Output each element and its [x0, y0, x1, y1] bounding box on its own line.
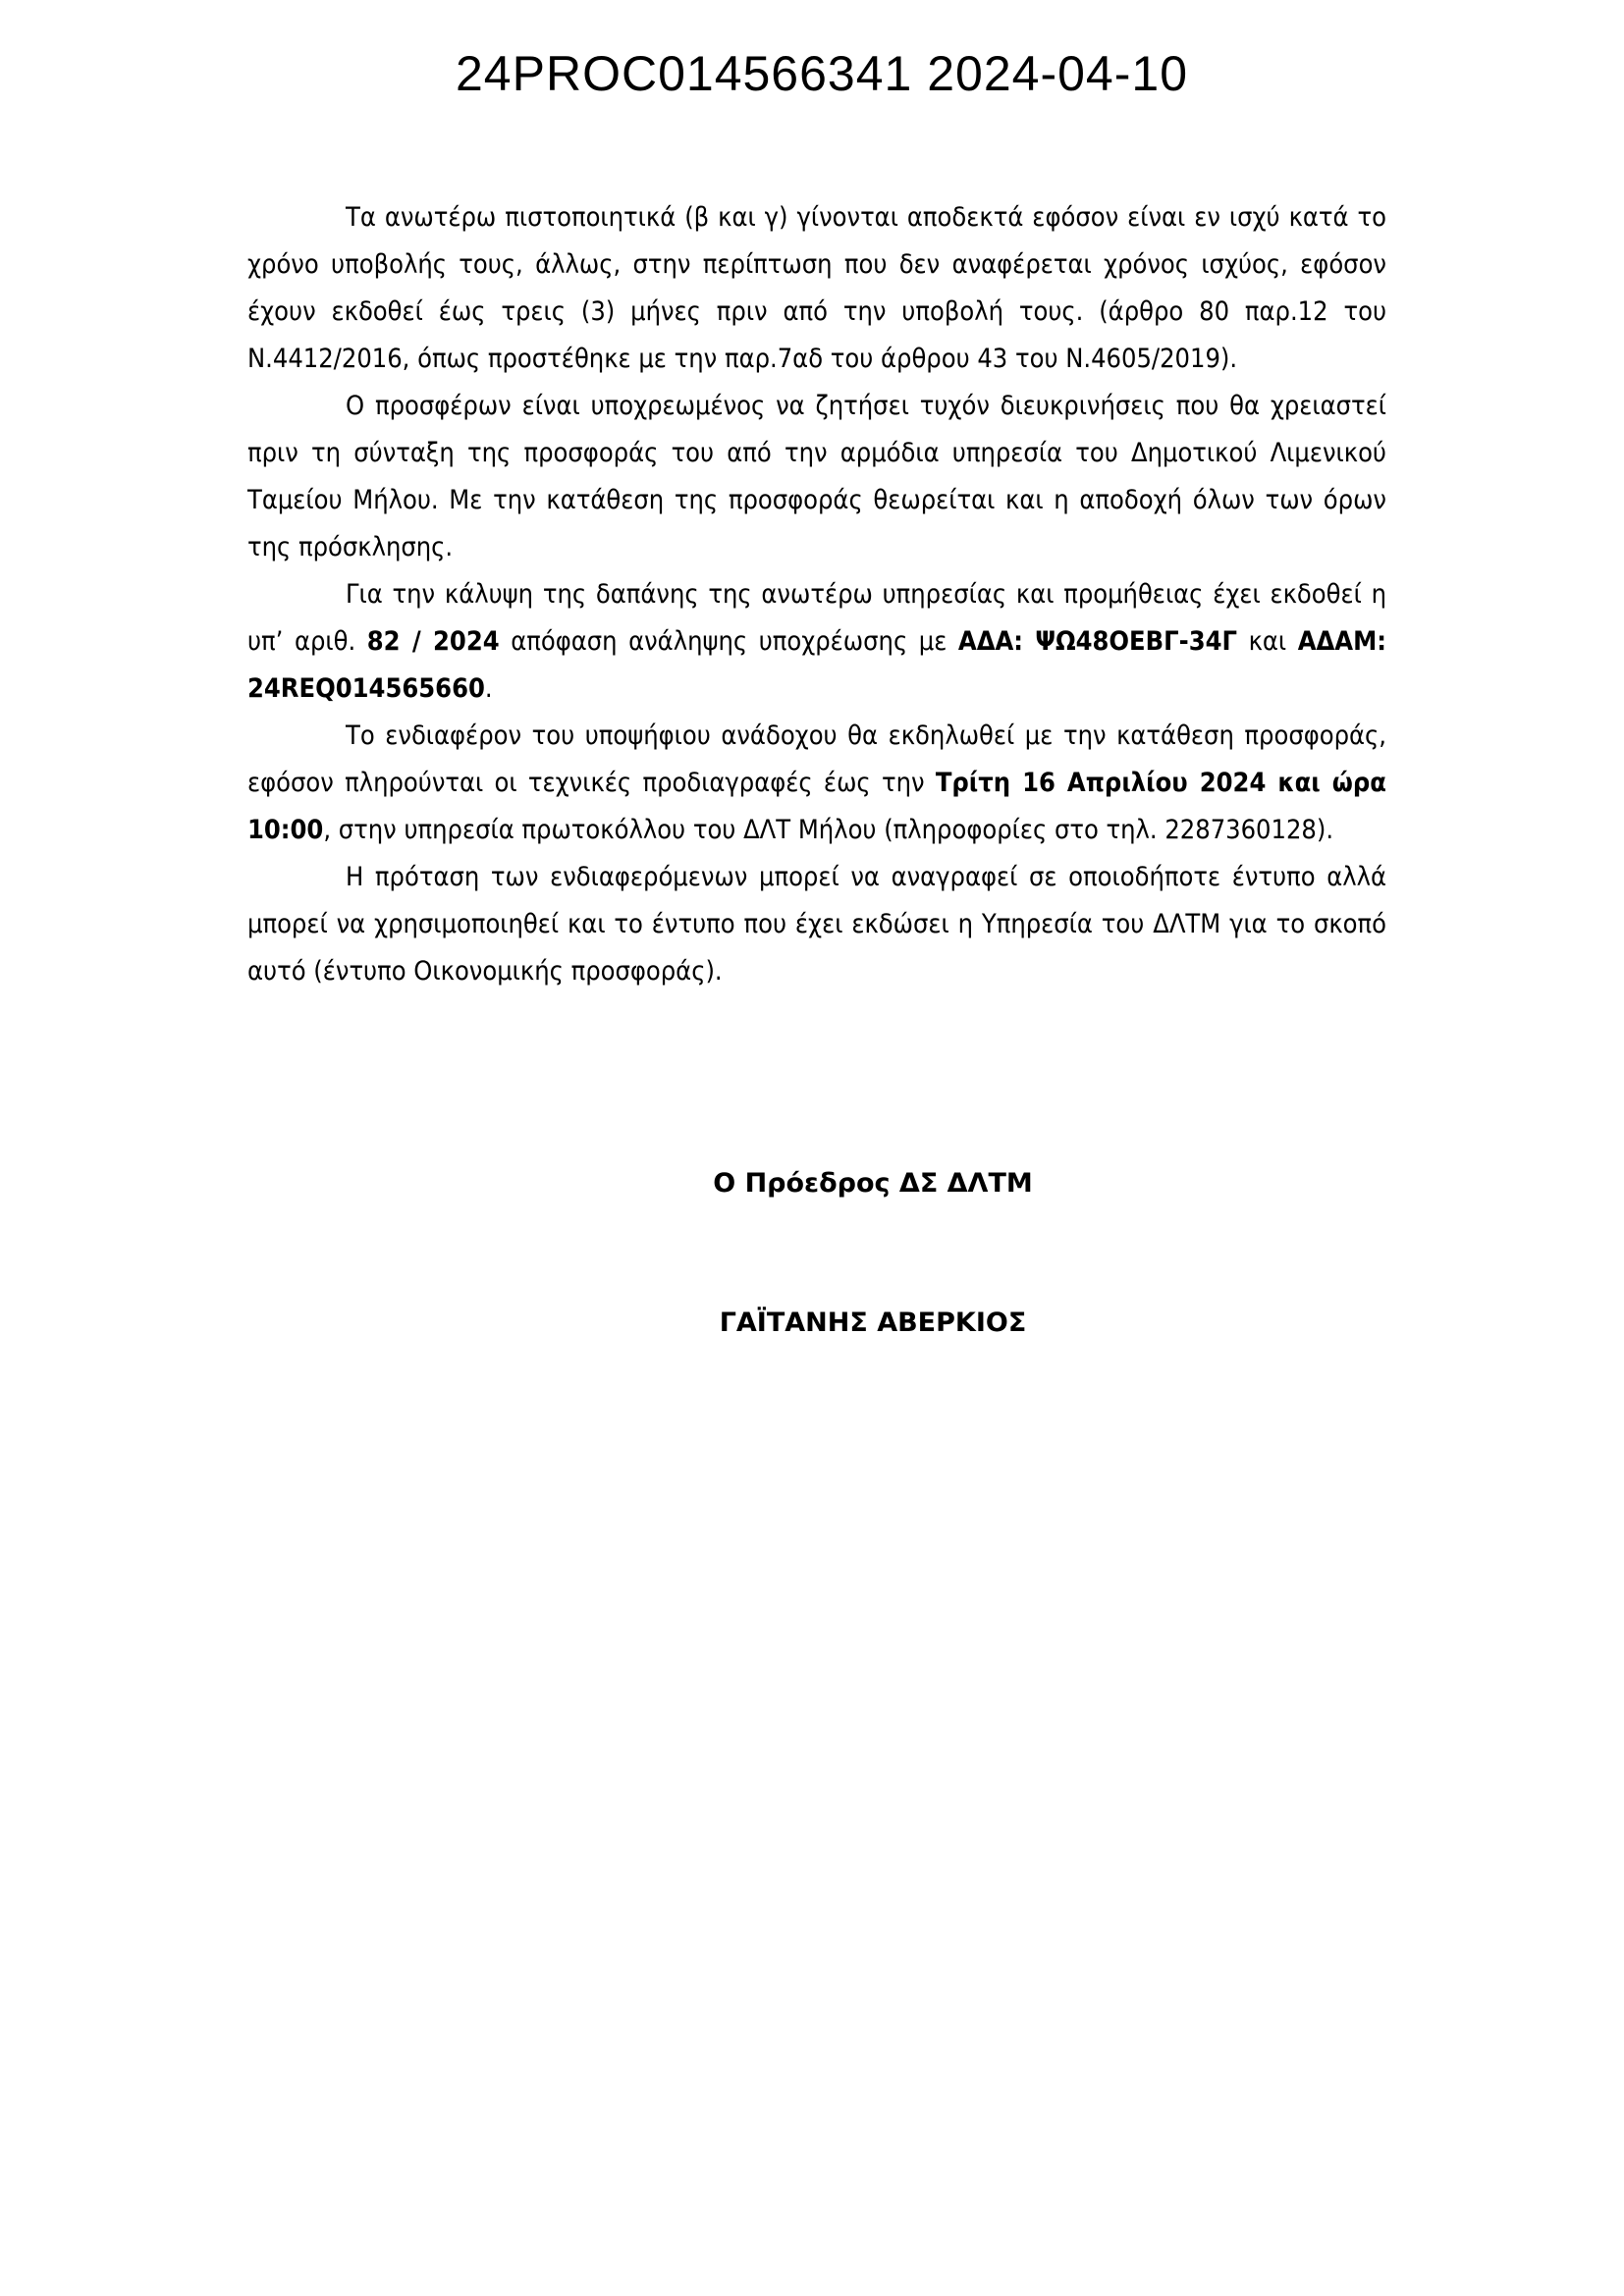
decision-number: 82 / 2024 — [366, 626, 500, 657]
paragraph-clarifications: Ο προσφέρων είναι υποχρεωμένος να ζητήσει τυχόν διευκρινήσεις που θα χρειαστεί πριν τη σύνταξη της προσφοράς του από την αρμόδια υπηρεσία του Δημοτικού Λιμενικού Ταμείου Μήλου. Με την κατάθεση της προσφοράς θεωρείται και η αποδοχή όλων των όρων της πρόσκλησης. — [247, 391, 1386, 562]
text: Το ενδιαφέρον του υποψήφιου ανάδοχου θα εκδηλωθεί με την κατάθεση προσφοράς, εφόσον πληρούνται οι τεχνικές προδιαγραφές έως την — [247, 721, 1386, 798]
paragraph-submission-deadline — [247, 713, 1386, 854]
text: και — [1237, 626, 1298, 657]
adam-code: ΑΔΑΜ: 24REQ014565660 — [247, 626, 1386, 704]
text: , στην υπηρεσία πρωτοκόλλου του ΔΛΤ Μήλου (πληροφορίες στο τηλ. 2287360128). — [323, 815, 1334, 845]
document-protocol-header: 24PROC014566341 2024-04-10 — [456, 46, 1188, 101]
paragraph-budget-commitment — [247, 571, 1386, 713]
text: Για την κάλυψη της δαπάνης της ανωτέρω υπηρεσίας και προμήθειας έχει εκδοθεί η υπ’ αριθ. — [247, 579, 1386, 657]
signature-name: ΓΑΪΤΑΝΗΣ ΑΒΕΡΚΙΟΣ — [719, 1308, 1027, 1338]
ada-code: ΑΔΑ: ΨΩ48ΟΕΒΓ-34Γ — [957, 626, 1238, 657]
signature-title: Ο Πρόεδρος ΔΣ ΔΛΤΜ — [713, 1168, 1033, 1199]
paragraph-offer-form: Η πρόταση των ενδιαφερόμενων μπορεί να αναγραφεί σε οποιοδήποτε έντυπο αλλά μπορεί να χρησιμοποιηθεί και το έντυπο που έχει εκδώσει η Υπηρεσία του ΔΛΤΜ για το σκοπό αυτό (έντυπο Οικονομικής προσφοράς). — [247, 862, 1386, 987]
document-body — [247, 194, 1386, 995]
paragraph-certificates-validity: Τα ανωτέρω πιστοποιητικά (β και γ) γίνονται αποδεκτά εφόσον είναι εν ισχύ κατά το χρόνο υποβολής τους, άλλως, στην περίπτωση που δεν αναφέρεται χρόνος ισχύος, εφόσον έχουν εκδοθεί έως τρεις (3) μήνες πριν από την υποβολή τους. (άρθρο 80 παρ.12 του Ν.4412/2016, όπως προστέθηκε με την παρ.7αδ του άρθρου 43 του Ν.4605/2019). — [247, 202, 1386, 374]
text: απόφαση ανάληψης υποχρέωσης με — [499, 626, 958, 657]
text: . — [484, 673, 493, 704]
deadline-datetime: Τρίτη 16 Απριλίου 2024 και ώρα 10:00 — [247, 768, 1387, 845]
